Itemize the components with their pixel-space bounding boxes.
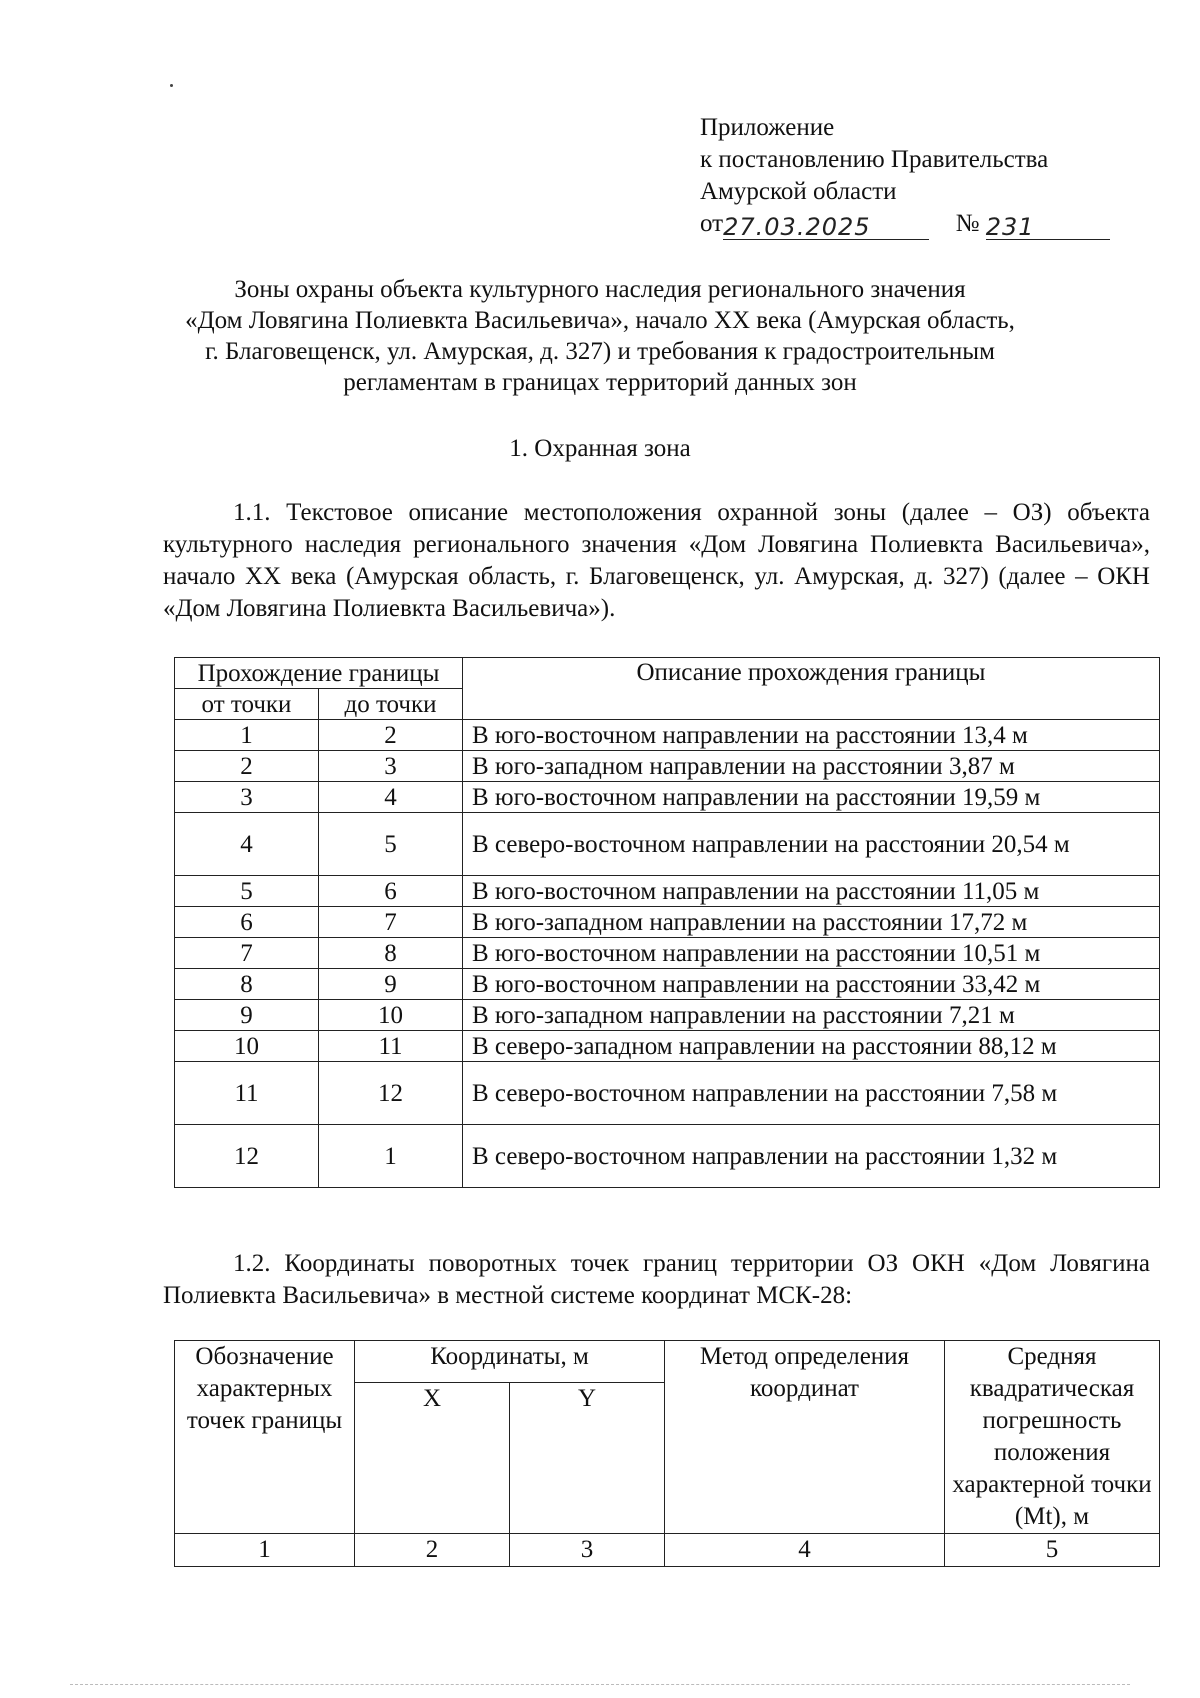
from-point: 11 xyxy=(175,1062,319,1125)
paragraph-1-2 xyxy=(163,1248,1150,1312)
to-point: 12 xyxy=(319,1062,463,1125)
boundary-description: В юго-восточном направлении на расстоянии 11,05 м xyxy=(463,876,1160,907)
paragraph-1-1 xyxy=(163,497,1150,625)
boundary-description: В юго-восточном направлении на расстоянии 10,51 м xyxy=(463,938,1160,969)
from-point: 10 xyxy=(175,1031,319,1062)
header-coordinates: Координаты, м xyxy=(355,1341,665,1383)
title-line-1: Зоны охраны объекта культурного наследия регионального значения xyxy=(234,276,966,303)
boundary-description: В юго-западном направлении на расстоянии 17,72 м xyxy=(463,907,1160,938)
from-point: 5 xyxy=(175,876,319,907)
header-point-designation: Обозначение характерных точек границы xyxy=(175,1341,355,1534)
title-line-3: г. Благовещенск, ул. Амурская, д. 327) и требования к градостроительным xyxy=(205,338,995,365)
column-index: 3 xyxy=(510,1534,665,1567)
table-row xyxy=(175,813,1160,876)
to-point: 2 xyxy=(319,720,463,751)
appendix-line-3: Амурской области xyxy=(700,178,897,205)
date-field xyxy=(723,211,929,240)
from-point: 12 xyxy=(175,1125,319,1188)
header-from-point: от точки xyxy=(175,689,319,720)
table-row xyxy=(175,1062,1160,1125)
to-point: 6 xyxy=(319,876,463,907)
coordinates-table xyxy=(174,1340,1160,1567)
to-point: 1 xyxy=(319,1125,463,1188)
table-row xyxy=(175,1125,1160,1188)
from-point: 9 xyxy=(175,1000,319,1031)
title-line-4: регламентам в границах территорий данных зон xyxy=(343,369,857,396)
section-title: 1. Охранная зона xyxy=(509,435,691,462)
boundary-description: В юго-западном направлении на расстоянии 3,87 м xyxy=(463,751,1160,782)
header-to-point: до точки xyxy=(319,689,463,720)
table-row xyxy=(175,1031,1160,1062)
table-row xyxy=(175,876,1160,907)
to-point: 4 xyxy=(319,782,463,813)
handwritten-number: 231 xyxy=(985,213,1035,241)
table-row xyxy=(175,938,1160,969)
from-point: 6 xyxy=(175,907,319,938)
boundary-description: В северо-восточном направлении на расстоянии 7,58 м xyxy=(463,1062,1160,1125)
column-index-row xyxy=(175,1534,1160,1567)
header-method: Метод определения координат xyxy=(665,1341,945,1534)
header-y: Y xyxy=(510,1383,665,1534)
boundary-description: В северо-западном направлении на расстоянии 88,12 м xyxy=(463,1031,1160,1062)
to-point: 8 xyxy=(319,938,463,969)
boundary-description: В юго-западном направлении на расстоянии 7,21 м xyxy=(463,1000,1160,1031)
table-row xyxy=(175,1000,1160,1031)
header-mean-error: Средняя квадратическая погрешность положения характерной точки (Mt), м xyxy=(945,1341,1160,1534)
header-boundary-passage: Прохождение границы xyxy=(175,658,463,689)
title-line-2: «Дом Ловягина Полиевкта Васильевича», начало XX века (Амурская область, xyxy=(185,307,1015,334)
column-index: 5 xyxy=(945,1534,1160,1567)
number-label: № xyxy=(955,210,980,237)
from-point: 7 xyxy=(175,938,319,969)
from-point: 3 xyxy=(175,782,319,813)
paragraph-1-2-text: 1.2. Координаты поворотных точек границ территории ОЗ ОКН «Дом Ловягина Полиевкта Васильевича» в местной системе координат МСК-28: xyxy=(163,1250,1150,1309)
table-row xyxy=(175,720,1160,751)
from-label: от xyxy=(700,210,724,237)
to-point: 7 xyxy=(319,907,463,938)
appendix-line-1: Приложение xyxy=(700,114,835,141)
boundary-description: В юго-восточном направлении на расстоянии 33,42 м xyxy=(463,969,1160,1000)
column-index: 2 xyxy=(355,1534,510,1567)
column-index: 1 xyxy=(175,1534,355,1567)
boundary-description: В северо-восточном направлении на расстоянии 20,54 м xyxy=(463,813,1160,876)
appendix-line-2: к постановлению Правительства xyxy=(700,146,1049,173)
from-point: 2 xyxy=(175,751,319,782)
header-x: X xyxy=(355,1383,510,1534)
document-title xyxy=(150,274,1050,398)
header-boundary-description: Описание прохождения границы xyxy=(463,658,1160,720)
boundary-description: В юго-восточном направлении на расстоянии 13,4 м xyxy=(463,720,1160,751)
table-row xyxy=(175,969,1160,1000)
table-row xyxy=(175,751,1160,782)
handwritten-date: 27.03.2025 xyxy=(723,213,871,241)
scan-footer-line xyxy=(70,1684,1130,1686)
scan-dot xyxy=(170,84,173,87)
column-index: 4 xyxy=(665,1534,945,1567)
boundary-description: В юго-восточном направлении на расстоянии 19,59 м xyxy=(463,782,1160,813)
boundary-table xyxy=(174,657,1160,1188)
to-point: 3 xyxy=(319,751,463,782)
from-point: 4 xyxy=(175,813,319,876)
appendix-date-number-row xyxy=(700,208,1160,242)
from-point: 1 xyxy=(175,720,319,751)
appendix-header xyxy=(700,112,1160,242)
number-field xyxy=(986,211,1110,240)
to-point: 9 xyxy=(319,969,463,1000)
table-row xyxy=(175,907,1160,938)
to-point: 11 xyxy=(319,1031,463,1062)
table-row xyxy=(175,782,1160,813)
to-point: 5 xyxy=(319,813,463,876)
paragraph-1-1-text: 1.1. Текстовое описание местоположения охранной зоны (далее – ОЗ) объекта культурного наследия регионального значения «Дом Ловягина Полиевкта Васильевича», начало XX века (Амурская область, г. Благовещенск, ул. Амурская, д. 327) (далее – ОКН «Дом Ловягина Полиевкта Васильевича»). xyxy=(163,499,1150,622)
from-point: 8 xyxy=(175,969,319,1000)
to-point: 10 xyxy=(319,1000,463,1031)
boundary-description: В северо-восточном направлении на расстоянии 1,32 м xyxy=(463,1125,1160,1188)
